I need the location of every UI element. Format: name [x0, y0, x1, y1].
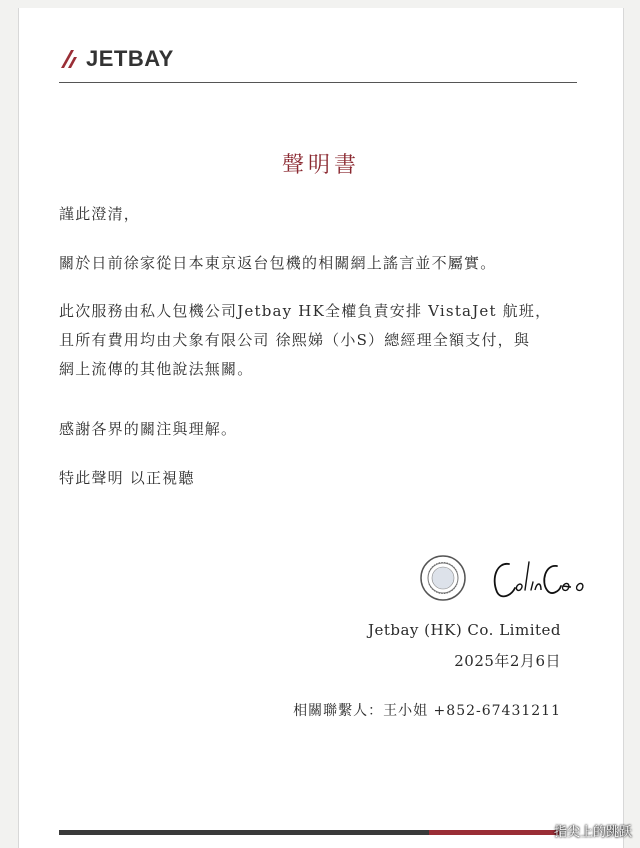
paragraph-2-line: 網上流傳的其他說法無關。 — [59, 360, 254, 378]
closing-statement: 特此聲明 以正視聽 — [59, 469, 195, 487]
paragraph-1: 關於日前徐家從日本東京返台包機的相關網上謠言並不屬實。 — [59, 254, 497, 272]
jetbay-logo-icon — [59, 47, 83, 71]
company-seal-icon — [419, 554, 467, 602]
document-date: 2025年2月6日 — [454, 652, 561, 670]
signature-icon — [487, 548, 599, 604]
header-divider — [59, 82, 577, 83]
footer-bar — [59, 830, 429, 835]
company-name: Jetbay (HK) Co. Limited — [367, 621, 561, 639]
greeting: 謹此澄清， — [59, 205, 141, 223]
watermark: 指尖上的跳跃 — [553, 825, 632, 840]
paragraph-2 — [59, 297, 585, 384]
contact-info: 相關聯繫人：王小姐 +852-67431211 — [293, 703, 561, 719]
jetbay-logo — [59, 46, 174, 72]
document-title: 聲明書 — [281, 153, 360, 178]
brand-name: JETBAY — [86, 46, 174, 71]
paragraph-3: 感謝各界的關注與理解。 — [59, 420, 238, 438]
footer-bar-accent — [429, 830, 559, 835]
paragraph-2-line: 此次服務由私人包機公司Jetbay HK全權負責安排 VistaJet 航班， — [59, 302, 552, 320]
paragraph-2-line: 且所有費用均由犬象有限公司 徐熙娣（小S）總經理全額支付，與 — [59, 331, 531, 349]
document-page — [18, 8, 624, 848]
